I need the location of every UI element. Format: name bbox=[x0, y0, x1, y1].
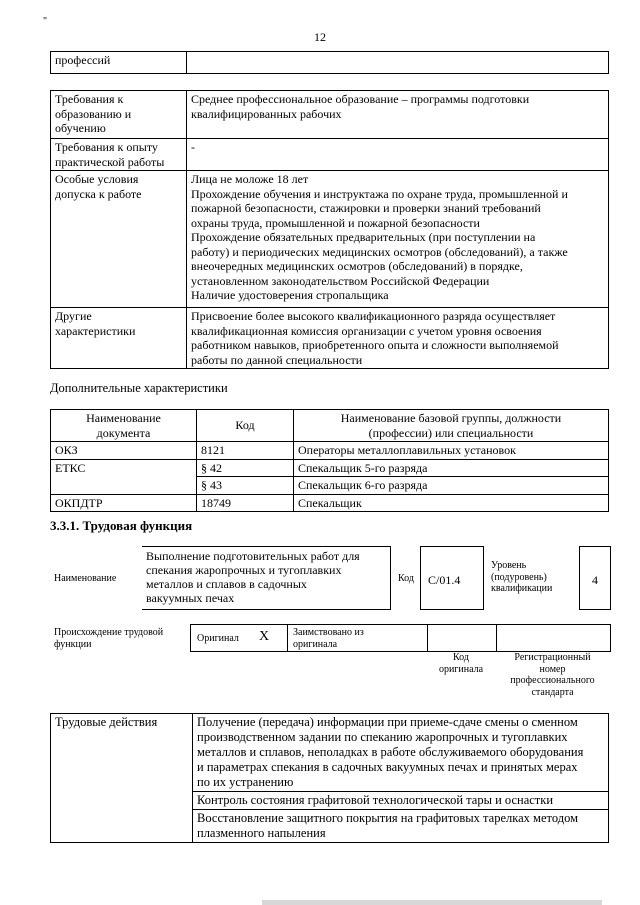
level-label bbox=[491, 560, 552, 595]
table-row bbox=[51, 494, 609, 512]
cell-group: Спекальщик 5-го разряда bbox=[294, 459, 609, 477]
code-box bbox=[420, 546, 484, 610]
label-line: допуска к работе bbox=[55, 186, 142, 201]
caption-line: номер bbox=[539, 663, 566, 675]
row-value bbox=[187, 171, 609, 308]
value-line: внеочередных медицинских осмотров (обследований) в порядке, bbox=[191, 259, 523, 273]
level-label-line: (подуровень) bbox=[491, 571, 547, 583]
value-line: Прохождение обязательных предварительных (при поступлении на bbox=[191, 230, 536, 244]
value-line: работу) и периодических медицинских осмотров (обследований), а также bbox=[191, 244, 568, 259]
labor-actions-table bbox=[50, 713, 609, 843]
value-line: охраны труда, промышленной и пожарной безопасности bbox=[191, 215, 480, 230]
function-name-line: вакуумных печах bbox=[146, 591, 235, 605]
header-group bbox=[294, 410, 609, 442]
row-value bbox=[187, 308, 609, 369]
table-row bbox=[51, 459, 609, 477]
label-line: характеристики bbox=[55, 323, 136, 338]
section-title: 3.3.1. Трудовая функция bbox=[50, 518, 193, 533]
level-value: 4 bbox=[592, 573, 598, 587]
labor-line: Получение (передача) информации при приеме-сдаче смены о сменном bbox=[197, 715, 578, 729]
level-label-line: квалификации bbox=[491, 583, 553, 594]
cell-document: ОКПДТР bbox=[51, 494, 197, 512]
cell-code: 8121 bbox=[197, 442, 294, 460]
table-row bbox=[51, 714, 609, 792]
divider bbox=[496, 625, 497, 651]
code-caption bbox=[428, 652, 494, 675]
code-label: Код bbox=[398, 573, 414, 584]
value-line: - bbox=[191, 140, 195, 154]
header-code: Код bbox=[197, 410, 294, 442]
labor-line: Восстановление защитного покрытия на графитовых тарелках методом bbox=[197, 811, 578, 825]
labor-item bbox=[193, 792, 609, 810]
function-name-box bbox=[142, 546, 391, 610]
function-name-line: спекания жаропрочных и тугоплавких bbox=[146, 563, 342, 577]
caption-line: Код bbox=[453, 652, 469, 663]
original-label: Оригинал bbox=[197, 633, 239, 644]
table-header-row bbox=[51, 410, 609, 442]
top-table-label: профессий bbox=[51, 52, 187, 74]
value-line: Наличие удостоверения стропальщика bbox=[191, 288, 389, 302]
labor-line: производственном задании по спеканию жаропрочных и тугоплавких bbox=[197, 730, 568, 744]
labor-item bbox=[193, 714, 609, 792]
header-document bbox=[51, 410, 197, 442]
top-table bbox=[50, 51, 609, 74]
cell-group: Спекальщик 6-го разряда bbox=[294, 477, 609, 495]
original-mark: X bbox=[259, 629, 270, 644]
table-row bbox=[51, 171, 609, 308]
borrowed-label bbox=[293, 627, 364, 650]
value-line: Прохождение обучения и инструктажа по охране труда, промышленной и bbox=[191, 186, 568, 201]
value-line: пожарной безопасности, стажировки и проверки знаний требований bbox=[191, 201, 541, 215]
reg-caption bbox=[496, 652, 609, 698]
row-label bbox=[51, 171, 187, 308]
row-label bbox=[51, 91, 187, 139]
additional-title: Дополнительные характеристики bbox=[50, 381, 228, 395]
code-value: C/01.4 bbox=[428, 573, 461, 587]
header-line: (профессии) или специальности bbox=[368, 425, 534, 440]
header-line: Наименование базовой группы, должности bbox=[340, 411, 562, 425]
labor-line: и параметрах спекания в садочных вакуумных печах и принятых мерах bbox=[197, 760, 578, 774]
corner-mark: " bbox=[43, 16, 48, 27]
divider bbox=[287, 625, 288, 651]
row-value bbox=[187, 139, 609, 171]
level-box bbox=[579, 546, 611, 610]
table-row bbox=[51, 91, 609, 139]
row-value bbox=[187, 91, 609, 139]
label-line: Требования к bbox=[55, 92, 124, 106]
value-line: квалифицированных рабочих bbox=[191, 106, 342, 121]
value-line: Присвоение более высокого квалификационного разряда осуществляет bbox=[191, 309, 556, 323]
cell-code: 18749 bbox=[197, 494, 294, 512]
function-name-line: металлов и сплавов в садочных bbox=[146, 577, 307, 591]
value-line: Лица не моложе 18 лет bbox=[191, 172, 309, 186]
top-table-value bbox=[187, 52, 609, 74]
origin-label-line: Происхождение трудовой bbox=[54, 627, 164, 638]
name-label: Наименование bbox=[54, 573, 117, 584]
row-label bbox=[51, 139, 187, 171]
table-row bbox=[51, 139, 609, 171]
label-line: Другие bbox=[55, 309, 92, 323]
table-row bbox=[51, 308, 609, 369]
additional-table bbox=[50, 409, 609, 512]
caption-line: Регистрационный bbox=[514, 652, 591, 663]
label-line: практической работы bbox=[55, 154, 165, 169]
value-line: Среднее профессиональное образование – программы подготовки bbox=[191, 92, 530, 106]
labor-label: Трудовые действия bbox=[51, 714, 193, 843]
labor-line: по их устранению bbox=[197, 775, 294, 789]
labor-item bbox=[193, 810, 609, 843]
value-line: работником навыков, приобретенного опыта и сложности выполняемой bbox=[191, 338, 559, 352]
label-line: Особые условия bbox=[55, 172, 139, 186]
table-row bbox=[51, 442, 609, 460]
labor-line: металлов и сплавов, неполадках в работе обслуживаемого оборудования bbox=[197, 745, 584, 759]
cell-document: ОКЗ bbox=[51, 442, 197, 460]
value-line: квалификационная комиссия организации с учетом уровня освоения bbox=[191, 323, 542, 338]
labor-line: плазменного напыления bbox=[197, 826, 326, 840]
level-label-line: Уровень bbox=[491, 560, 527, 571]
origin-label bbox=[54, 627, 163, 650]
scan-edge bbox=[262, 900, 602, 905]
cell-code: § 43 bbox=[197, 477, 294, 495]
cell-group: Спекальщик bbox=[294, 494, 609, 512]
divider bbox=[427, 625, 428, 651]
caption-line: стандарта bbox=[531, 686, 574, 698]
cell-code: § 42 bbox=[197, 459, 294, 477]
requirements-table bbox=[50, 90, 609, 369]
function-name-line: Выполнение подготовительных работ для bbox=[146, 549, 360, 563]
header-line: Наименование bbox=[86, 411, 161, 425]
borrowed-label-line: оригинала bbox=[293, 638, 338, 650]
cell-group: Операторы металлоплавильных установок bbox=[294, 442, 609, 460]
caption-line: оригинала bbox=[438, 663, 484, 675]
value-line: установленном законодательством Российской Федерации bbox=[191, 273, 490, 288]
labor-line: Контроль состояния графитовой технологической тары и оснастки bbox=[197, 793, 554, 807]
origin-box bbox=[190, 624, 611, 652]
label-line: образованию и bbox=[55, 106, 132, 121]
borrowed-label-line: Заимствовано из bbox=[293, 627, 364, 638]
cell-document: ЕТКС bbox=[51, 459, 197, 494]
row-label bbox=[51, 308, 187, 369]
label-line: Требования к опыту bbox=[55, 140, 158, 154]
caption-line: профессионального bbox=[510, 675, 595, 686]
value-line: работы по данной специальности bbox=[191, 352, 363, 367]
label-line: обучению bbox=[55, 121, 106, 135]
page-number: 12 bbox=[314, 30, 326, 44]
origin-label-line: функции bbox=[54, 638, 92, 650]
header-line: документа bbox=[96, 425, 151, 440]
